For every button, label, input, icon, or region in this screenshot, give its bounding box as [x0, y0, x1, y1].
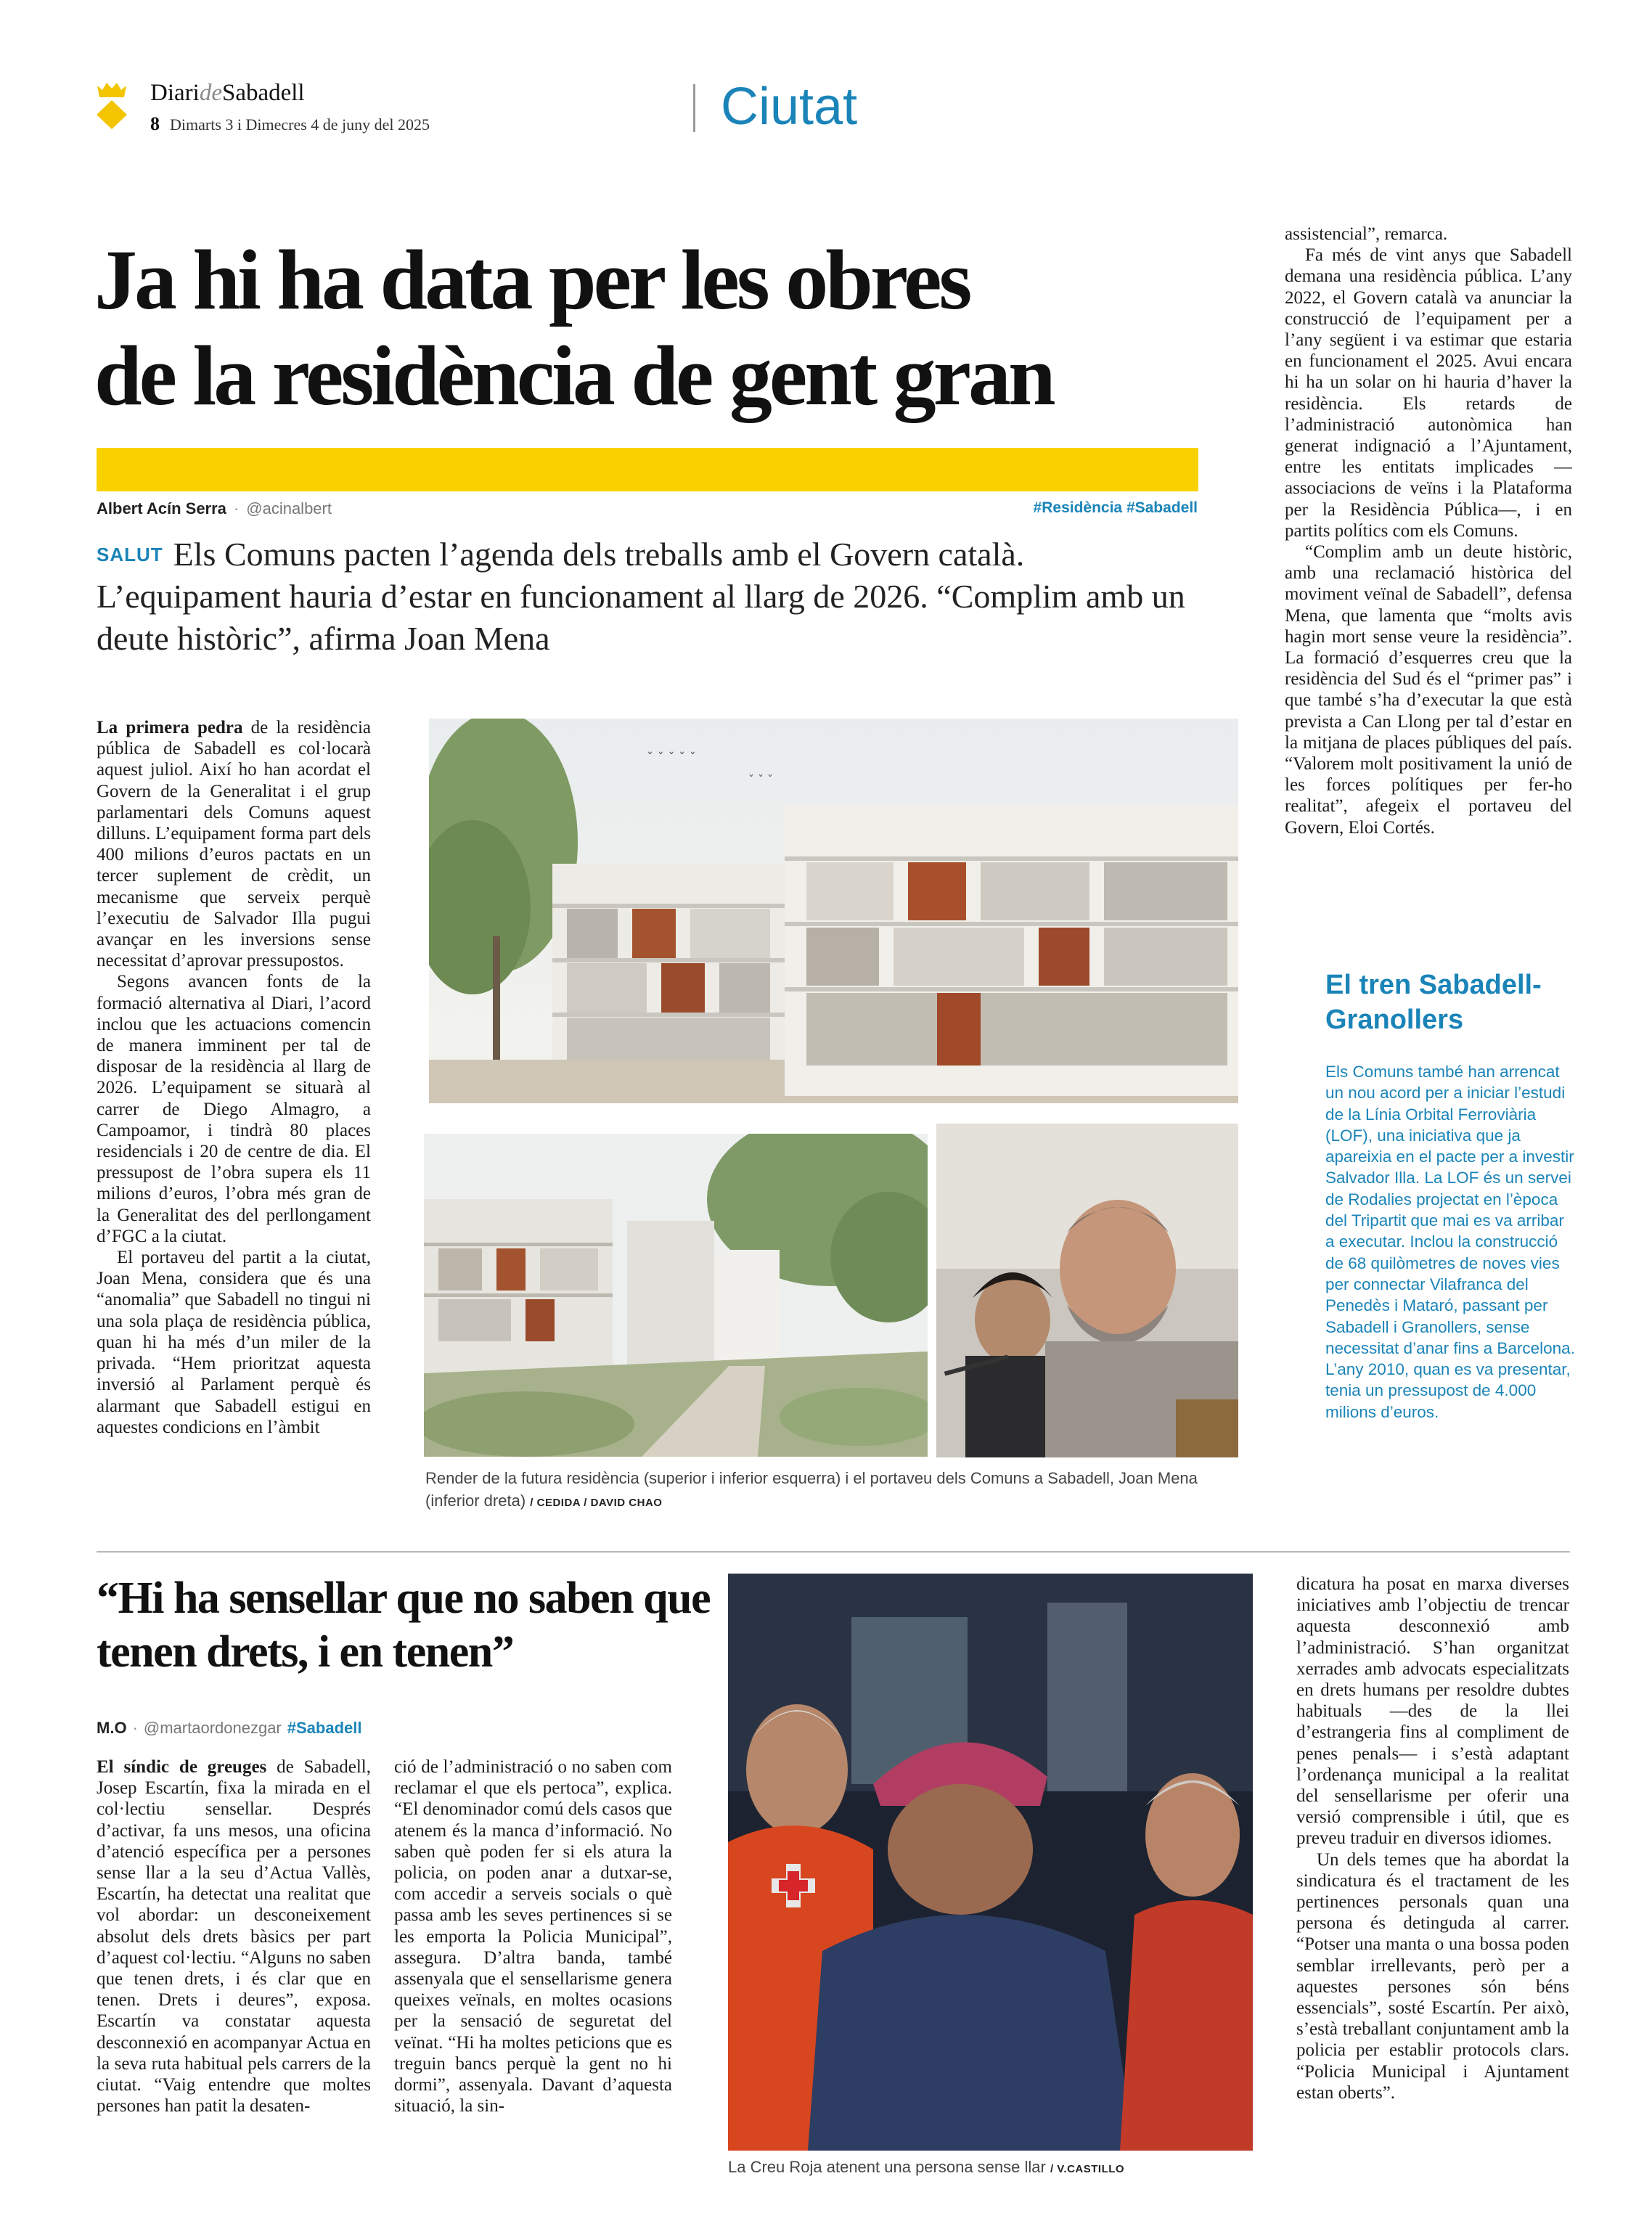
issue-date: Dimarts 3 i Dimecres 4 de juny del 2025	[170, 115, 430, 134]
courtyard-render-image	[424, 1134, 928, 1457]
article-column-right	[1285, 224, 1572, 960]
svg-text:ˇ ˇ ˇ: ˇ ˇ ˇ	[748, 773, 774, 787]
page-number: 8	[150, 113, 160, 134]
byline	[97, 499, 332, 518]
brand-main: Diari	[150, 80, 200, 106]
article-divider	[97, 1551, 1570, 1553]
section-divider	[693, 84, 695, 132]
byline-separator: ·	[132, 1719, 138, 1737]
article-column-1	[97, 717, 371, 1512]
main-headline	[94, 232, 1227, 424]
highlight-bar	[97, 448, 1198, 491]
red-cross-photo	[728, 1574, 1253, 2151]
article2-column-3	[1296, 1574, 1569, 2199]
joan-mena-photo	[936, 1124, 1238, 1457]
masthead[interactable]	[150, 80, 305, 107]
body-paragraph: Segons avancen fonts de la formació alternativa al Diari, l’acord inclou que les actuacions comencin de manera imminent per tal de disposar de la residència al llarg de 2026. L’equipament se situarà al carrer de Diego Almagro, a Campoamor, i tindrà 80 places residencials i 20 de centre de dia. El pressupost de l’obra supera els 11 milions d’euros, l’obra més gran de la Generalitat des del perllongament d’FGC a la ciutat.	[97, 972, 371, 1246]
body-paragraph: Fa més de vint anys que Sabadell demana una residència pública. L’any 2022, el Govern català va anunciar la construcció de l’equipament per a l’any següent i va estimar que estaria en funcionament el 2025. Avui encara hi ha un solar on hi hauria d’haver la residència. Els retards de l’administració autonòmica han generat indignació a l’Ajuntament, entre les entitats implicades —associacions de veïns i la Plataforma per la Residència Pública—, i en partits polítics com els Comuns.	[1285, 245, 1572, 541]
topic-tag[interactable]: #Sabadell	[287, 1719, 362, 1737]
author-name: Albert Acín Serra	[97, 499, 226, 518]
photo-caption	[425, 1467, 1238, 1514]
byline-separator: ·	[233, 499, 240, 518]
byline-2	[97, 1719, 361, 1738]
article-deck	[97, 533, 1200, 660]
author-name: M.O	[97, 1719, 127, 1737]
residence-render-image	[429, 719, 1238, 1103]
caption-text: La Creu Roja atenent una persona sense llar	[728, 2158, 1050, 2176]
deck-text: Els Comuns pacten l’agenda dels treballs amb el Govern català. L’equipament hauria d’estar en funcionament al llarg de 2026. “Complim amb un deute històric”, afirma Joan Mena	[97, 536, 1185, 657]
body-paragraph: El portaveu del partit a la ciutat, Joan Mena, considera que és una “anomalia” que Sabadell no tingui ni una sola plaça de residència pública, quan hi ha més d’un miler de la privada. “Hem prioritzat aquesta inversió al Parlament perquè és alarmant que Sabadell estigui en aquestes condicions en l’àmbit	[97, 1248, 371, 1437]
photo-caption-2	[728, 2158, 1253, 2177]
article2-column-1	[97, 1756, 371, 2199]
headline-line-2: de la residència de gent gran	[94, 328, 1053, 423]
brand-city: Sabadell	[221, 80, 305, 106]
body-paragraph: assistencial”, remarca.	[1285, 224, 1448, 244]
lead-in: La primera pedra	[97, 718, 243, 737]
body-paragraph: La primera pedra de la residència pública de Sabadell es col·locarà aquest juliol. Així ho han acordat el Govern de la Generalitat i el grup parlamentari dels Comuns aquest dilluns. L’equipament forma part dels 400 milions d’euros pactats en un tercer suplement de crèdit, un mecanisme que serveix perquè l’executiu de Salvador Illa pugui avançar en les inversions sense necessitat d’aprovar pressupostos.	[97, 718, 371, 971]
author-handle[interactable]: @martaordonezgar	[143, 1719, 282, 1737]
svg-text:ˇ ˇ ˇ ˇ ˇ: ˇ ˇ ˇ ˇ ˇ	[647, 751, 696, 766]
lead-in: El síndic de greuges	[97, 1757, 267, 1777]
headline-line-1: Ja hi ha data per les obres	[94, 232, 970, 327]
body-paragraph: “Complim amb un deute històric, amb una reclamació històrica del moviment veïnal de Sabadell”, defensa Mena, que lamenta que “molts avis hagin mort sense veure la residència”. La formació d’esquerres creu que la residència del Sud és el “primer pas” i que també s’ha d’executar la que està prevista a Can Llong per tal d’estar en la mitjana de places públiques del país. “Valorem molt positivament la unió de les forces polítiques per fer-ho realitat”, afegeix el portaveu del Govern, Eloi Cortés.	[1285, 542, 1572, 838]
photo-credit: / CEDIDA / DAVID CHAO	[530, 1497, 663, 1509]
body-paragraph: dicatura ha posat en marxa diverses iniciatives amb l’objectiu de trencar aquesta desconnexió amb l’administració. S’han organitzat xerrades amb advocats especialitzats en drets humans per resoldre dubtes habituals —des de la llei d’estrangeria fins al compliment de penes penals— i s’està adaptant l’ordenança municipal a la realitat del sensellarisme per oferir una versió comprensible i útil, que es preveu traduir en diversos idiomes.	[1296, 1574, 1569, 1849]
caption-text: Render de la futura residència (superior i inferior esquerra) i el portaveu dels Comuns a Sabadell, Joan Mena (inferior dreta)	[425, 1469, 1198, 1510]
sidebar-title: El tren Sabadell-Granollers	[1325, 970, 1542, 1035]
newspaper-logo-icon	[95, 80, 128, 131]
page-line	[150, 113, 430, 135]
body-paragraph: El síndic de greuges de Sabadell, Josep Escartín, fixa la mirada en el col·lectiu sensellar. Després d’activar, fa uns mesos, una oficina d’atenció específica per a persones sense llar a la seu d’Actua Vallès, Escartín, ha detectat una realitat que vol abordar: un desconeixement absolut dels drets bàsics per part d’aquest col·lectiu. “Alguns no saben que tenen drets, i és clar que en tenen. Drets i deures”, exposa. Escartín va constatar aquesta desconnexió en acompanyar Actua en la seva ruta habitual pels carrers de la ciutat. “Vaig entendre que moltes persones han patit la desaten-	[97, 1757, 371, 2116]
secondary-headline: “Hi ha sensellar que no saben que tenen drets, i en tenen”	[97, 1574, 711, 1677]
body-paragraph: ció de l’administració o no saben com reclamar el que els pertoca”, explica. “El denominador comú dels casos que atenem és la manca d’informació. No saben què poden fer si els atura la policia, on poden anar a dutxar-se, com accedir a serveis socials o què passa amb les seves pertinences si se les emporta la Policia Municipal”, assegura. D’altra banda, també assenyala que el sensellarisme genera queixes veïnals, en moltes ocasions per la sensació de seguretat del veïnat. “Hi ha moltes peticions que es treguin bancs perquè la gent no hi dormi”, assenyala. Davant d’aquesta situació, la sin-	[394, 1757, 672, 2116]
author-handle[interactable]: @acinalbert	[246, 499, 332, 518]
article2-column-2	[394, 1756, 672, 2199]
topic-tags[interactable]: #Residència #Sabadell	[1033, 499, 1198, 516]
body-paragraph: Un dels temes que ha abordat la sindicatura és el tractament de les pertinences personals quan una persona és detinguda al carrer. “Potser una manta o una bossa poden semblar irrellevants, però per a aquestes persones són béns essencials”, sosté Escartín. Per això, s’està treballant conjuntament amb la policia per establir protocols clars. “Policia Municipal i Ajuntament estan oberts”.	[1296, 1849, 1569, 2103]
brand-de: de	[199, 80, 222, 106]
section-title: Ciutat	[721, 78, 858, 136]
sidebar-body: Els Comuns també han arrencat un nou acord per a iniciar l’estudi de la Línia Orbital Ferroviària (LOF), una iniciativa que ja apareixia en el pacte per a investir Salvador Illa. La LOF és un servei de Rodalies projectat en l’època del Tripartit que mai es va arribar a executar. Inclou la construcció de 68 quilòmetres de noves vies per connectar Vilafranca del Penedès i Mataró, passant per Sabadell i Granollers, sense necessitat d’anar fins a Barcelona. L’any 2010, quan es va presentar, tenia un pressupost de 4.000 milions d’euros.	[1325, 1063, 1575, 1421]
section-kicker: SALUT	[97, 544, 163, 565]
photo-credit: / V.CASTILLO	[1050, 2163, 1125, 2175]
